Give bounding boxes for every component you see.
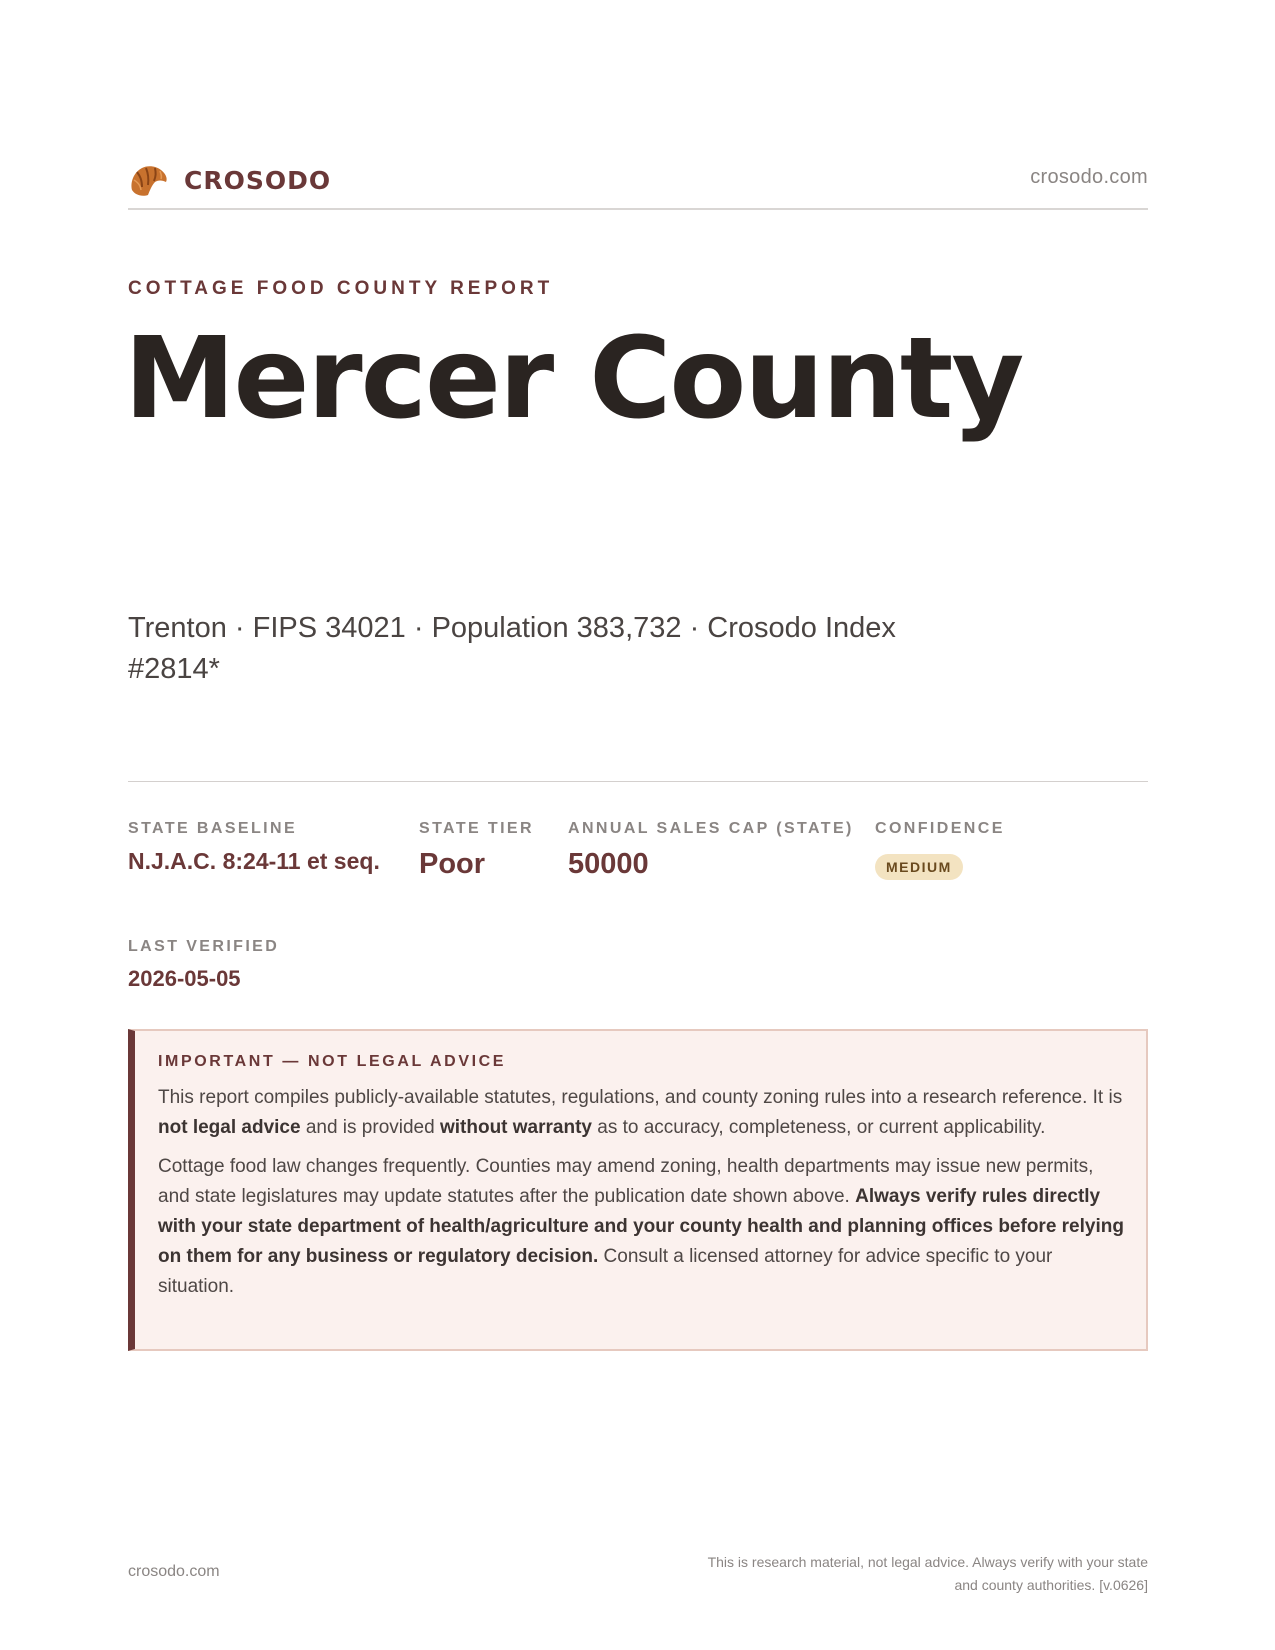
report-page xyxy=(124,0,1148,1650)
croissant-icon xyxy=(128,160,170,200)
brand-name: CROSODO xyxy=(184,165,332,195)
notice-text: Cottage food law changes frequently. Counties may amend zoning, health departments may issue new permits, and state legislatures may update statutes after the publication date shown above. xyxy=(158,1156,1094,1207)
footer-disclaimer-line: and county authorities. [v.0626] xyxy=(954,1577,1148,1593)
footer-disclaimer-line: This is research material, not legal advice. Always verify with your state xyxy=(707,1554,1148,1570)
notice-emphasis: without warranty xyxy=(439,1117,592,1138)
footer-disclaimer xyxy=(628,1551,1148,1597)
stat-label: STATE TIER xyxy=(419,820,534,837)
notice-text: This report compiles publicly-available statutes, regulations, and county zoning rules into a research reference. It is xyxy=(158,1087,1123,1108)
notice-paragraph-2 xyxy=(158,1152,1124,1302)
stat-label: ANNUAL SALES CAP (STATE) xyxy=(568,820,854,837)
stat-last-verified xyxy=(128,938,279,992)
notice-emphasis: Always verify rules directly with your state department of health/agriculture and your county health and planning offices before relying on them for any business or regulatory decision. xyxy=(158,1186,1124,1267)
notice-emphasis: not legal advice xyxy=(158,1117,301,1138)
notice-paragraph-1 xyxy=(158,1083,1124,1143)
stat-confidence xyxy=(875,820,1005,880)
brand[interactable] xyxy=(128,160,331,200)
site-url[interactable]: crosodo.com xyxy=(1030,166,1148,188)
county-title: Mercer County xyxy=(124,314,1023,444)
county-subtitle: Trenton · FIPS 34021 · Population 383,732 · Crosodo Index #2814* xyxy=(128,612,896,685)
legal-notice xyxy=(128,1029,1148,1351)
confidence-badge: MEDIUM xyxy=(875,854,963,880)
notice-title: IMPORTANT — NOT LEGAL ADVICE xyxy=(158,1053,507,1070)
stat-value: Poor xyxy=(419,848,486,880)
report-eyebrow: COTTAGE FOOD COUNTY REPORT xyxy=(128,278,554,299)
notice-text: and is provided xyxy=(300,1117,440,1138)
stat-value: 50000 xyxy=(568,848,649,880)
footer-site-url[interactable]: crosodo.com xyxy=(128,1563,220,1580)
stat-value: 2026-05-05 xyxy=(128,966,241,991)
stat-label: LAST VERIFIED xyxy=(128,938,280,955)
stat-annual-sales-cap xyxy=(568,820,854,881)
stat-label: STATE BASELINE xyxy=(128,820,298,837)
stat-state-tier xyxy=(419,820,534,881)
stat-value: N.J.A.C. 8:24-11 et seq. xyxy=(128,848,380,874)
notice-text: as to accuracy, completeness, or current applicability. xyxy=(591,1117,1046,1138)
stat-state-baseline xyxy=(128,820,380,875)
notice-text: Consult a licensed attorney for advice specific to your situation. xyxy=(158,1246,1053,1297)
page-header xyxy=(128,158,1148,210)
stat-label: CONFIDENCE xyxy=(875,820,1005,837)
section-divider xyxy=(128,781,1148,782)
